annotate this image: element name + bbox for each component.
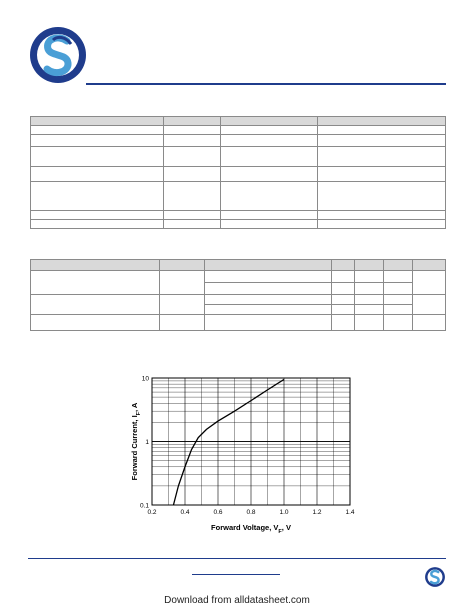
x-tick-label: 1.2 <box>312 509 322 516</box>
footer-logo-icon <box>424 566 446 588</box>
forward-current-vs-voltage-chart <box>120 370 360 540</box>
x-tick-label: 0.6 <box>213 509 223 516</box>
footer-rule <box>28 558 446 559</box>
y-tick-label: 0.1 <box>139 502 149 510</box>
y-axis-ticks <box>140 376 149 510</box>
download-notice[interactable]: Download from alldatasheet.com <box>164 595 310 606</box>
footer-link-underline[interactable] <box>192 574 280 575</box>
x-axis-label: Forward Voltage, $V_F$, V <box>211 523 291 535</box>
specification-table-1 <box>30 116 446 229</box>
y-tick-label: 10 <box>141 375 149 383</box>
y-axis-label: Forward Current, $I_F$, A <box>130 402 142 481</box>
header-rule <box>86 83 446 85</box>
x-tick-label: 0.2 <box>147 509 157 516</box>
specification-table-2 <box>30 259 446 331</box>
x-tick-label: 0.8 <box>246 509 256 516</box>
x-axis-ticks <box>147 509 354 516</box>
x-tick-label: 1.4 <box>345 509 355 516</box>
y-tick-label: 1 <box>145 439 149 446</box>
x-tick-label: 0.4 <box>180 509 190 516</box>
x-tick-label: 1.0 <box>279 509 289 516</box>
company-logo-icon <box>27 24 89 86</box>
chart-grid <box>152 378 350 505</box>
